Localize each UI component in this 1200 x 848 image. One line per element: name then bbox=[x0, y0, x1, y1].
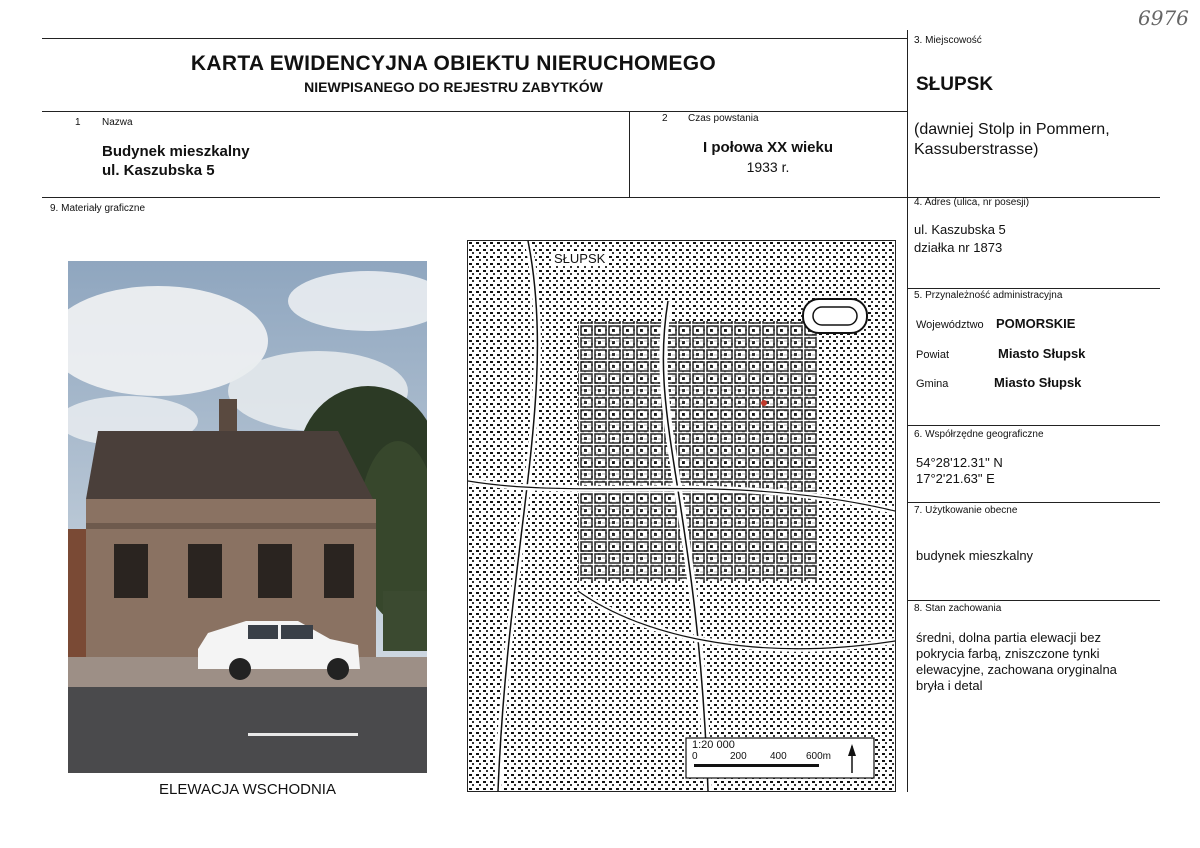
field1-name: Budynek mieszkalny bbox=[102, 143, 250, 160]
photo-caption: ELEWACJA WSCHODNIA bbox=[159, 781, 336, 798]
right-line-8 bbox=[907, 600, 1160, 601]
handwritten-number: 6976 bbox=[1138, 6, 1189, 30]
map-scale-tick-400: 400 bbox=[770, 751, 787, 762]
field5-powiat-label: Powiat bbox=[916, 349, 950, 361]
field1-street: ul. Kaszubska 5 bbox=[102, 162, 215, 179]
map-city-label: SŁUPSK bbox=[554, 251, 606, 266]
building-photo bbox=[68, 261, 427, 773]
field1-label: Nazwa bbox=[102, 117, 133, 128]
field2-label: Czas powstania bbox=[688, 113, 759, 124]
field6-longitude: 17°2'21.63" E bbox=[916, 471, 995, 486]
map-scale-tick-0: 0 bbox=[692, 751, 698, 762]
field7-label: 7. Użytkowanie obecne bbox=[914, 505, 1018, 516]
field3-note1: (dawniej Stolp in Pommern, bbox=[914, 121, 1110, 138]
header-bottom-line bbox=[42, 111, 907, 112]
right-line-6 bbox=[907, 425, 1160, 426]
right-line-5 bbox=[907, 288, 1160, 289]
field9-label: 9. Materiały graficzne bbox=[50, 203, 146, 214]
field8-line3: elewacyjne, zachowana oryginalna bbox=[916, 662, 1117, 677]
field8-label: 8. Stan zachowania bbox=[914, 603, 1002, 614]
field5-gmina-label: Gmina bbox=[916, 378, 949, 390]
document-subtitle: NIEWPISANEGO DO REJESTRU ZABYTKÓW bbox=[304, 79, 603, 95]
field5-gmina: Miasto Słupsk bbox=[994, 375, 1082, 390]
field5-wojewodztwo-label: Województwo bbox=[916, 319, 984, 331]
field4-street: ul. Kaszubska 5 bbox=[914, 222, 1006, 237]
field2-number: 2 bbox=[662, 113, 668, 124]
field3-label: 3. Miejscowość bbox=[914, 35, 982, 46]
top-border bbox=[42, 38, 907, 39]
field8-line1: średni, dolna partia elewacji bez bbox=[916, 630, 1101, 645]
vertical-divider bbox=[907, 30, 908, 792]
field5-wojewodztwo: POMORSKIE bbox=[996, 316, 1076, 331]
field8-line2: pokrycia farbą, zniszczone tynki bbox=[916, 646, 1100, 661]
field7-usage: budynek mieszkalny bbox=[916, 548, 1034, 563]
field8-line4: bryła i detal bbox=[916, 678, 983, 693]
map-scale-tick-200: 200 bbox=[730, 751, 747, 762]
city-map-drawing bbox=[468, 241, 895, 791]
field1-number: 1 bbox=[75, 117, 81, 128]
field5-powiat: Miasto Słupsk bbox=[998, 346, 1086, 361]
field2-year: 1933 r. bbox=[746, 159, 790, 175]
document-title: KARTA EWIDENCYJNA OBIEKTU NIERUCHOMEGO bbox=[190, 52, 717, 75]
field3-city: SŁUPSK bbox=[916, 74, 994, 95]
map-scale-text: 1:20 000 bbox=[692, 739, 735, 751]
map-scale-tick-600: 600m bbox=[806, 751, 832, 762]
field5-label: 5. Przynależność administracyjna bbox=[914, 290, 1063, 301]
right-line-7 bbox=[907, 502, 1160, 503]
field2-period: I połowa XX wieku bbox=[702, 139, 834, 156]
field6-latitude: 54°28'12.31" N bbox=[916, 455, 1003, 470]
city-map bbox=[467, 240, 896, 792]
field4-label: 4. Adres (ulica, nr posesji) bbox=[914, 197, 1030, 208]
field4-parcel: działka nr 1873 bbox=[914, 240, 1003, 255]
field6-label: 6. Współrzędne geograficzne bbox=[914, 429, 1044, 440]
field3-note2: Kassuberstrasse) bbox=[914, 141, 1039, 158]
building-photo-drawing bbox=[68, 261, 427, 773]
